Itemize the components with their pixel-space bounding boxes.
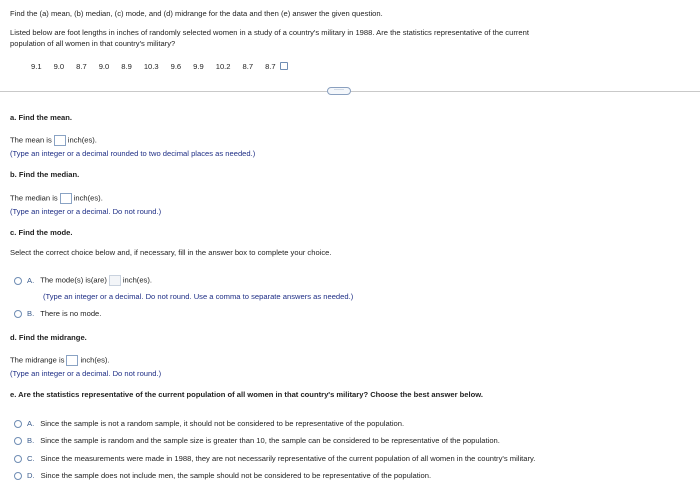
option-letter: D. <box>27 471 35 480</box>
data-value: 9.9 <box>193 62 204 71</box>
rep-option-a[interactable] <box>14 419 404 428</box>
option-text: Since the sample is random and the sample size is greater than 10, the sample can be considered to be representative of the population. <box>40 436 500 445</box>
radio-button[interactable] <box>14 420 22 428</box>
radio-button[interactable] <box>14 310 22 318</box>
mode-prefix: The mode(s) is(are) <box>40 275 107 285</box>
data-value: 9.1 <box>31 62 42 71</box>
option-letter: B. <box>27 309 35 318</box>
option-letter: A. <box>27 275 35 285</box>
copy-data-icon[interactable] <box>280 62 288 70</box>
midrange-answer-line <box>10 355 110 366</box>
rep-option-c[interactable] <box>14 454 535 463</box>
option-letter: A. <box>27 419 35 428</box>
midrange-prefix: The midrange is <box>10 355 65 365</box>
rep-option-d[interactable] <box>14 471 431 480</box>
option-text: Since the sample does not include men, the sample should not be considered to be representative of the population. <box>40 471 432 480</box>
option-text: Since the sample is not a random sample, it should not be considered to be representative of the population. <box>40 419 405 428</box>
midrange-hint: (Type an integer or a decimal. Do not round.) <box>10 369 162 378</box>
data-value: 8.9 <box>121 62 132 71</box>
mean-hint: (Type an integer or a decimal rounded to two decimal places as needed.) <box>10 149 256 158</box>
mean-answer-line <box>10 135 97 146</box>
mode-input[interactable] <box>109 275 121 286</box>
part-e-title: e. Are the statistics representative of the current population of all women in that country's military? Choose the best answer below. <box>10 390 483 399</box>
mean-input[interactable] <box>54 135 66 146</box>
question-text: Find the (a) mean, (b) median, (c) mode, and (d) midrange for the data and then (e) answer the given question. <box>10 9 383 18</box>
part-c-title: c. Find the mode. <box>10 228 73 237</box>
radio-button[interactable] <box>14 437 22 445</box>
option-letter: B. <box>27 436 35 445</box>
mode-option-a[interactable] <box>14 275 152 286</box>
part-a-title: a. Find the mean. <box>10 113 73 122</box>
mode-hint: (Type an integer or a decimal. Do not round. Use a comma to separate answers as needed.) <box>43 292 354 301</box>
mode-instruction: Select the correct choice below and, if necessary, fill in the answer box to complete your choice. <box>10 248 332 257</box>
mean-suffix: inch(es). <box>67 135 97 145</box>
data-value: 9.0 <box>98 62 110 71</box>
median-input[interactable] <box>60 193 72 204</box>
mean-prefix: The mean is <box>10 135 52 145</box>
option-text: Since the measurements were made in 1988, they are not necessarily representative of the current population of all women in the country's military. <box>40 454 536 463</box>
rep-option-b[interactable] <box>14 436 500 445</box>
data-value: 8.7 <box>76 62 87 71</box>
median-hint: (Type an integer or a decimal. Do not round.) <box>10 207 162 216</box>
option-text: There is no mode. <box>40 309 102 318</box>
median-prefix: The median is <box>10 193 58 203</box>
midrange-input[interactable] <box>66 355 78 366</box>
data-value: 8.7 <box>242 62 254 71</box>
data-values <box>31 62 300 71</box>
intro-line-2: population of all women in that country's military? <box>10 39 176 48</box>
radio-button[interactable] <box>14 472 22 480</box>
intro-line-1: Listed below are foot lengths in inches of randomly selected women in a study of a country's military in 1988. Are the statistics representative of the current <box>10 28 529 37</box>
part-d-title: d. Find the midrange. <box>10 333 87 342</box>
part-b-title: b. Find the median. <box>10 170 80 179</box>
expand-more-button[interactable]: ····· <box>327 87 351 95</box>
radio-button[interactable] <box>14 277 22 285</box>
data-value: 9.6 <box>170 62 182 71</box>
median-answer-line <box>10 193 103 204</box>
midrange-suffix: inch(es). <box>80 355 110 365</box>
data-value: 10.2 <box>215 62 231 71</box>
data-value: 9.0 <box>53 62 65 71</box>
mode-suffix: inch(es). <box>122 275 152 285</box>
median-suffix: inch(es). <box>73 193 103 203</box>
data-value: 8.7 <box>265 62 276 71</box>
mode-option-b[interactable] <box>14 309 101 318</box>
data-value: 10.3 <box>143 62 159 71</box>
option-letter: C. <box>27 454 35 463</box>
radio-button[interactable] <box>14 455 22 463</box>
